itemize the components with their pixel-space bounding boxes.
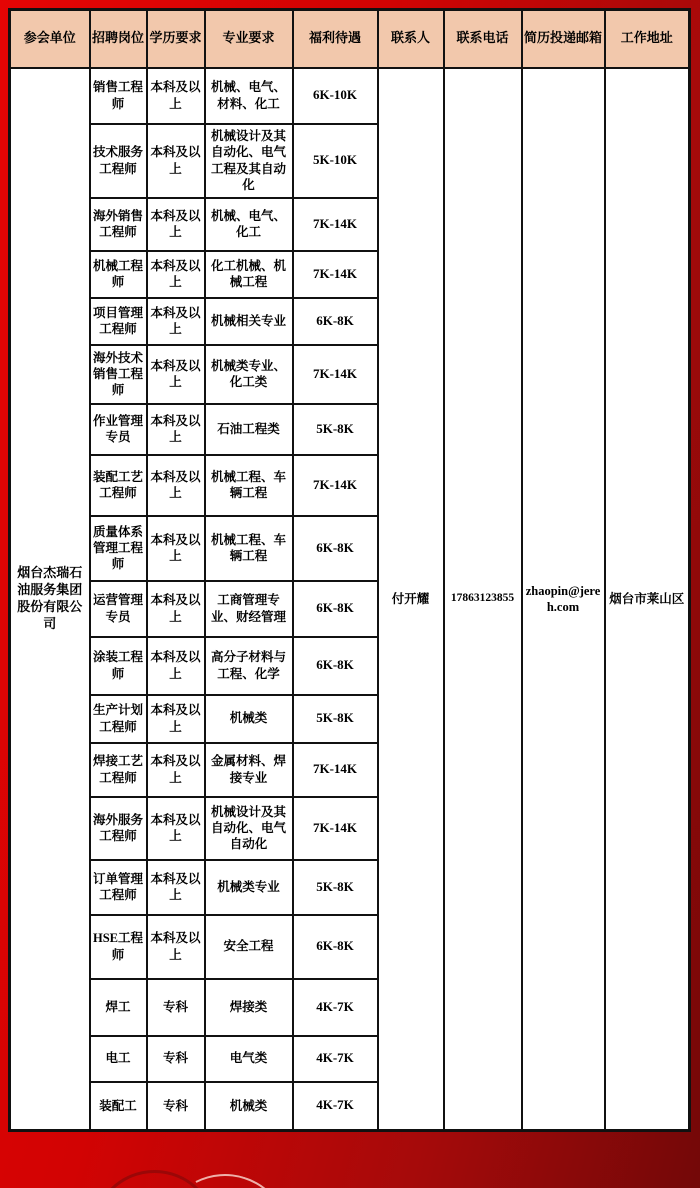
company-name-cell: 烟台杰瑞石油服务集团股份有限公司: [10, 68, 90, 1131]
work-address-cell: 烟台市莱山区: [605, 68, 690, 1131]
education-cell: 本科及以上: [147, 797, 205, 860]
education-cell: 本科及以上: [147, 68, 205, 124]
column-header-education: 学历要求: [147, 10, 205, 68]
position-cell: 装配工艺工程师: [90, 455, 147, 516]
education-cell: 专科: [147, 1036, 205, 1082]
education-cell: 本科及以上: [147, 455, 205, 516]
salary-cell: 6K-8K: [293, 516, 378, 581]
position-cell: HSE工程师: [90, 915, 147, 979]
education-cell: 本科及以上: [147, 860, 205, 915]
education-cell: 本科及以上: [147, 743, 205, 797]
salary-cell: 5K-8K: [293, 695, 378, 743]
salary-cell: 4K-7K: [293, 1082, 378, 1131]
education-cell: 本科及以上: [147, 198, 205, 251]
contact-phone-cell: 17863123855: [444, 68, 522, 1131]
salary-cell: 7K-14K: [293, 455, 378, 516]
major-cell: 工商管理专业、财经管理: [205, 581, 293, 637]
salary-cell: 4K-7K: [293, 1036, 378, 1082]
salary-cell: 7K-14K: [293, 797, 378, 860]
position-cell: 作业管理专员: [90, 404, 147, 455]
salary-cell: 5K-10K: [293, 124, 378, 198]
education-cell: 本科及以上: [147, 298, 205, 345]
table-row: [10, 68, 690, 124]
position-cell: 涂装工程师: [90, 637, 147, 695]
position-cell: 技术服务工程师: [90, 124, 147, 198]
column-header-company: 参会单位: [10, 10, 90, 68]
major-cell: 石油工程类: [205, 404, 293, 455]
position-cell: 生产计划工程师: [90, 695, 147, 743]
education-cell: 本科及以上: [147, 581, 205, 637]
education-cell: 本科及以上: [147, 251, 205, 298]
major-cell: 机械、电气、材料、化工: [205, 68, 293, 124]
salary-cell: 7K-14K: [293, 345, 378, 404]
major-cell: 机械设计及其自动化、电气工程及其自动化: [205, 124, 293, 198]
position-cell: 订单管理工程师: [90, 860, 147, 915]
salary-cell: 4K-7K: [293, 979, 378, 1036]
education-cell: 本科及以上: [147, 516, 205, 581]
salary-cell: 6K-10K: [293, 68, 378, 124]
resume-email-cell: zhaopin@jereh.com: [522, 68, 605, 1131]
column-header-contact-phone: 联系电话: [444, 10, 522, 68]
column-header-position: 招聘岗位: [90, 10, 147, 68]
salary-cell: 6K-8K: [293, 581, 378, 637]
major-cell: 高分子材料与工程、化学: [205, 637, 293, 695]
position-cell: 海外技术销售工程师: [90, 345, 147, 404]
education-cell: 本科及以上: [147, 404, 205, 455]
major-cell: 安全工程: [205, 915, 293, 979]
major-cell: 机械类专业: [205, 860, 293, 915]
major-cell: 机械类: [205, 695, 293, 743]
major-cell: 机械设计及其自动化、电气自动化: [205, 797, 293, 860]
position-cell: 焊接工艺工程师: [90, 743, 147, 797]
education-cell: 本科及以上: [147, 637, 205, 695]
education-cell: 专科: [147, 979, 205, 1036]
major-cell: 机械类专业、化工类: [205, 345, 293, 404]
major-cell: 机械相关专业: [205, 298, 293, 345]
column-header-salary: 福利待遇: [293, 10, 378, 68]
position-cell: 电工: [90, 1036, 147, 1082]
position-cell: 海外销售工程师: [90, 198, 147, 251]
education-cell: 本科及以上: [147, 695, 205, 743]
salary-cell: 5K-8K: [293, 404, 378, 455]
education-cell: 本科及以上: [147, 124, 205, 198]
major-cell: 机械工程、车辆工程: [205, 455, 293, 516]
position-cell: 机械工程师: [90, 251, 147, 298]
recruitment-table: [8, 8, 691, 1132]
salary-cell: 6K-8K: [293, 298, 378, 345]
major-cell: 机械、电气、化工: [205, 198, 293, 251]
education-cell: 专科: [147, 1082, 205, 1131]
header-row: [10, 10, 690, 68]
education-cell: 本科及以上: [147, 345, 205, 404]
major-cell: 机械类: [205, 1082, 293, 1131]
education-cell: 本科及以上: [147, 915, 205, 979]
column-header-work-address: 工作地址: [605, 10, 690, 68]
salary-cell: 7K-14K: [293, 743, 378, 797]
contact-person-cell: 付开耀: [378, 68, 444, 1131]
salary-cell: 7K-14K: [293, 251, 378, 298]
position-cell: 焊工: [90, 979, 147, 1036]
salary-cell: 7K-14K: [293, 198, 378, 251]
salary-cell: 6K-8K: [293, 637, 378, 695]
column-header-resume-email: 简历投递邮箱: [522, 10, 605, 68]
major-cell: 焊接类: [205, 979, 293, 1036]
salary-cell: 5K-8K: [293, 860, 378, 915]
position-cell: 销售工程师: [90, 68, 147, 124]
position-cell: 项目管理工程师: [90, 298, 147, 345]
salary-cell: 6K-8K: [293, 915, 378, 979]
position-cell: 海外服务工程师: [90, 797, 147, 860]
column-header-major: 专业要求: [205, 10, 293, 68]
position-cell: 运营管理专员: [90, 581, 147, 637]
position-cell: 装配工: [90, 1082, 147, 1131]
major-cell: 电气类: [205, 1036, 293, 1082]
major-cell: 金属材料、焊接专业: [205, 743, 293, 797]
major-cell: 机械工程、车辆工程: [205, 516, 293, 581]
column-header-contact-person: 联系人: [378, 10, 444, 68]
position-cell: 质量体系管理工程师: [90, 516, 147, 581]
major-cell: 化工机械、机械工程: [205, 251, 293, 298]
